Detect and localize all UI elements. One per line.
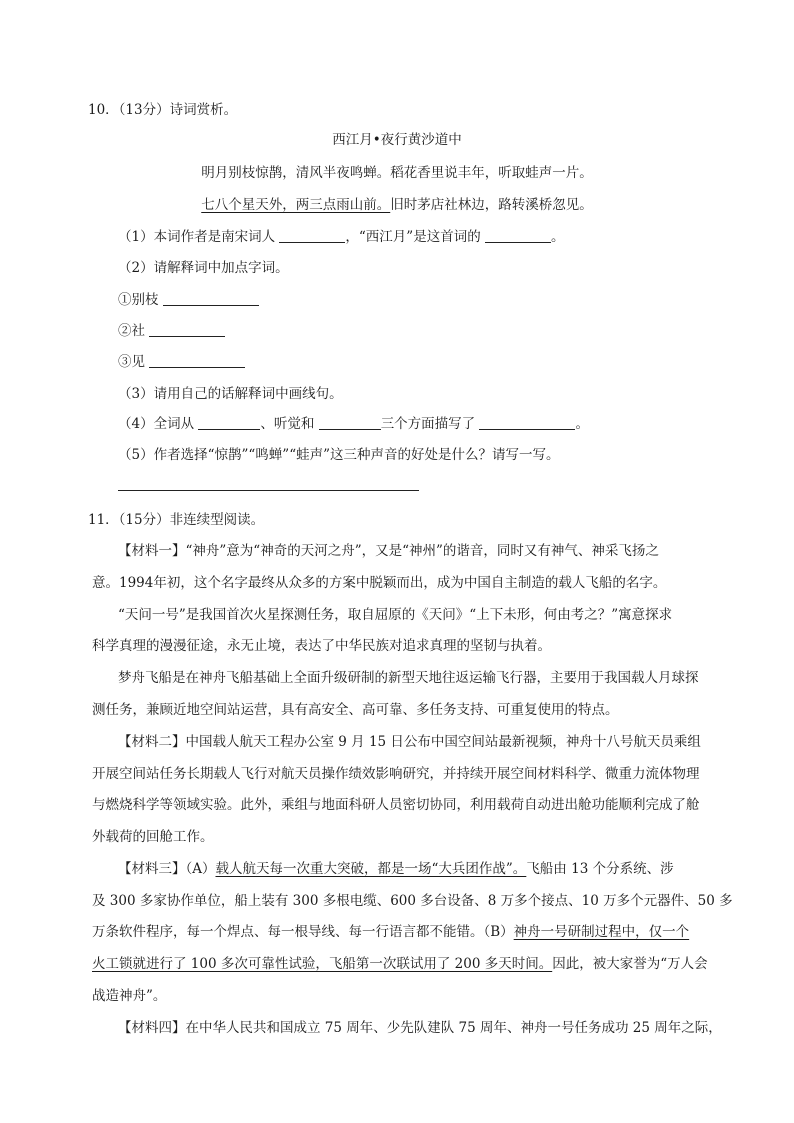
answer-blank-author[interactable] (279, 228, 345, 243)
material-3-line-1: 【材料三】（A）载人航天每一次重大突破，都是一场“大兵团作战”。飞船由 13 个分系统、涉 (118, 861, 674, 877)
sub-question-2: （2）请解释词中加点字词。 (118, 260, 289, 276)
underlined-sentence-a: 载人航天每一次重大突破，都是一场“大兵团作战”。 (215, 861, 527, 877)
material-4-line-1: 【材料四】在中华人民共和国成立 75 周年、少先队建队 75 周年、神舟一号任务成功 25 周年之际， (118, 1020, 722, 1036)
poem-line-2 (0, 195, 794, 215)
answer-blank-sense-1[interactable] (198, 415, 260, 430)
q10-header: 10．（13分）诗词赏析。 (88, 102, 238, 118)
answer-blank-scene[interactable] (479, 415, 575, 430)
sub-question-1: （1）本词作者是南宋词人 ，“西江月”是这首词的 。 (118, 229, 565, 245)
item-she: ②社 (118, 321, 225, 341)
material-2-line-4: 外载荷的回舱工作。 (92, 829, 214, 845)
poem-title: 西江月•夜行黄沙道中 (332, 132, 462, 148)
answer-blank-sense-2[interactable] (319, 415, 381, 430)
sub-question-4: （4）全词从 、听觉和 三个方面描写了 。 (118, 416, 589, 432)
material-2-line-2: 开展空间站任务长期载人飞行对航天员操作绩效影响研究，并持续开展空间材料科学、微重力流体物理 (92, 766, 700, 782)
material-1-line-4: 科学真理的漫漫征途，永无止境，表达了中华民族对追求真理的坚韧与执着。 (92, 638, 551, 654)
underlined-sentence-b-part-2: 火工锁就进行了 100 多次可靠性试验，飞船第一次联试用了 200 多天时间。 (92, 956, 553, 972)
material-3-line-2: 及 300 多家协作单位，船上装有 300 多根电缆、600 多台设备、8 万多个接点、10 万多个元器件、50 多 (92, 893, 733, 909)
material-3-line-4: 火工锁就进行了 100 多次可靠性试验，飞船第一次联试用了 200 多天时间。因此，被大家誉为“万人会 (92, 956, 708, 972)
material-2-line-1: 【材料二】中国载人航天工程办公室 9 月 15 日公布中国空间站最新视频，神舟十八号航天员乘组 (118, 734, 701, 750)
answer-blank-cipai[interactable] (485, 228, 551, 243)
sub-question-3: （3）请用自己的话解释词中画线句。 (118, 386, 343, 402)
material-1-line-6: 测任务，兼顾近地空间站运营，具有高安全、高可靠、多任务支持、可重复使用的特点。 (92, 702, 619, 718)
q11-header: 11．（15分）非连续型阅读。 (88, 512, 265, 528)
material-1-line-5: 梦舟飞船是在神舟飞船基础上全面升级研制的新型天地往返运输飞行器，主要用于我国载人月球探 (118, 670, 699, 686)
sub-question-5: （5）作者选择“惊鹊”“鸣蝉”“蛙声”这三种声音的好处是什么？请写一写。 (118, 447, 560, 463)
answer-line-q5[interactable] (118, 490, 419, 491)
item-bie-zhi: ①别枝 (118, 290, 259, 310)
material-1-line-3: “天问一号”是我国首次火星探测任务，取自屈原的《天问》“上下未形，何由考之？”寓意探求 (118, 607, 673, 623)
material-2-line-3: 与燃烧科学等领域实验。此外，乘组与地面科研人员密切协同，利用载荷自动进出舱功能顺利完成了舱 (92, 797, 700, 813)
answer-blank-jian[interactable] (149, 353, 245, 368)
answer-blank-bie-zhi[interactable] (163, 291, 259, 306)
material-1-line-1: 【材料一】“神舟”意为“神奇的天河之舟”，又是“神州”的谐音，同时又有神气、神采飞扬之 (118, 543, 659, 559)
poem-line-2-rest: 旧时茅店社林边，路转溪桥忽见。 (390, 197, 593, 213)
material-3-line-5: 战造神舟”。 (92, 988, 167, 1004)
item-jian: ③见 (118, 352, 245, 372)
underlined-sentence-b-part-1: 神舟一号研制过程中，仅一个 (513, 924, 690, 940)
material-1-line-2: 意。1994年初，这个名字最终从众多的方案中脱颖而出，成为中国自主制造的载人飞船的名字。 (92, 575, 667, 591)
underlined-sentence: 七八个星天外，两三点雨山前。 (201, 197, 391, 213)
poem-line-1: 明月别枝惊鹊，清风半夜鸣蝉。稻花香里说丰年，听取蛙声一片。 (201, 165, 593, 181)
answer-blank-she[interactable] (149, 322, 225, 337)
material-3-line-3: 万条软件程序，每一个焊点、每一根导线、每一行语言都不能错。（B）神舟一号研制过程中，仅一个 (92, 924, 690, 940)
